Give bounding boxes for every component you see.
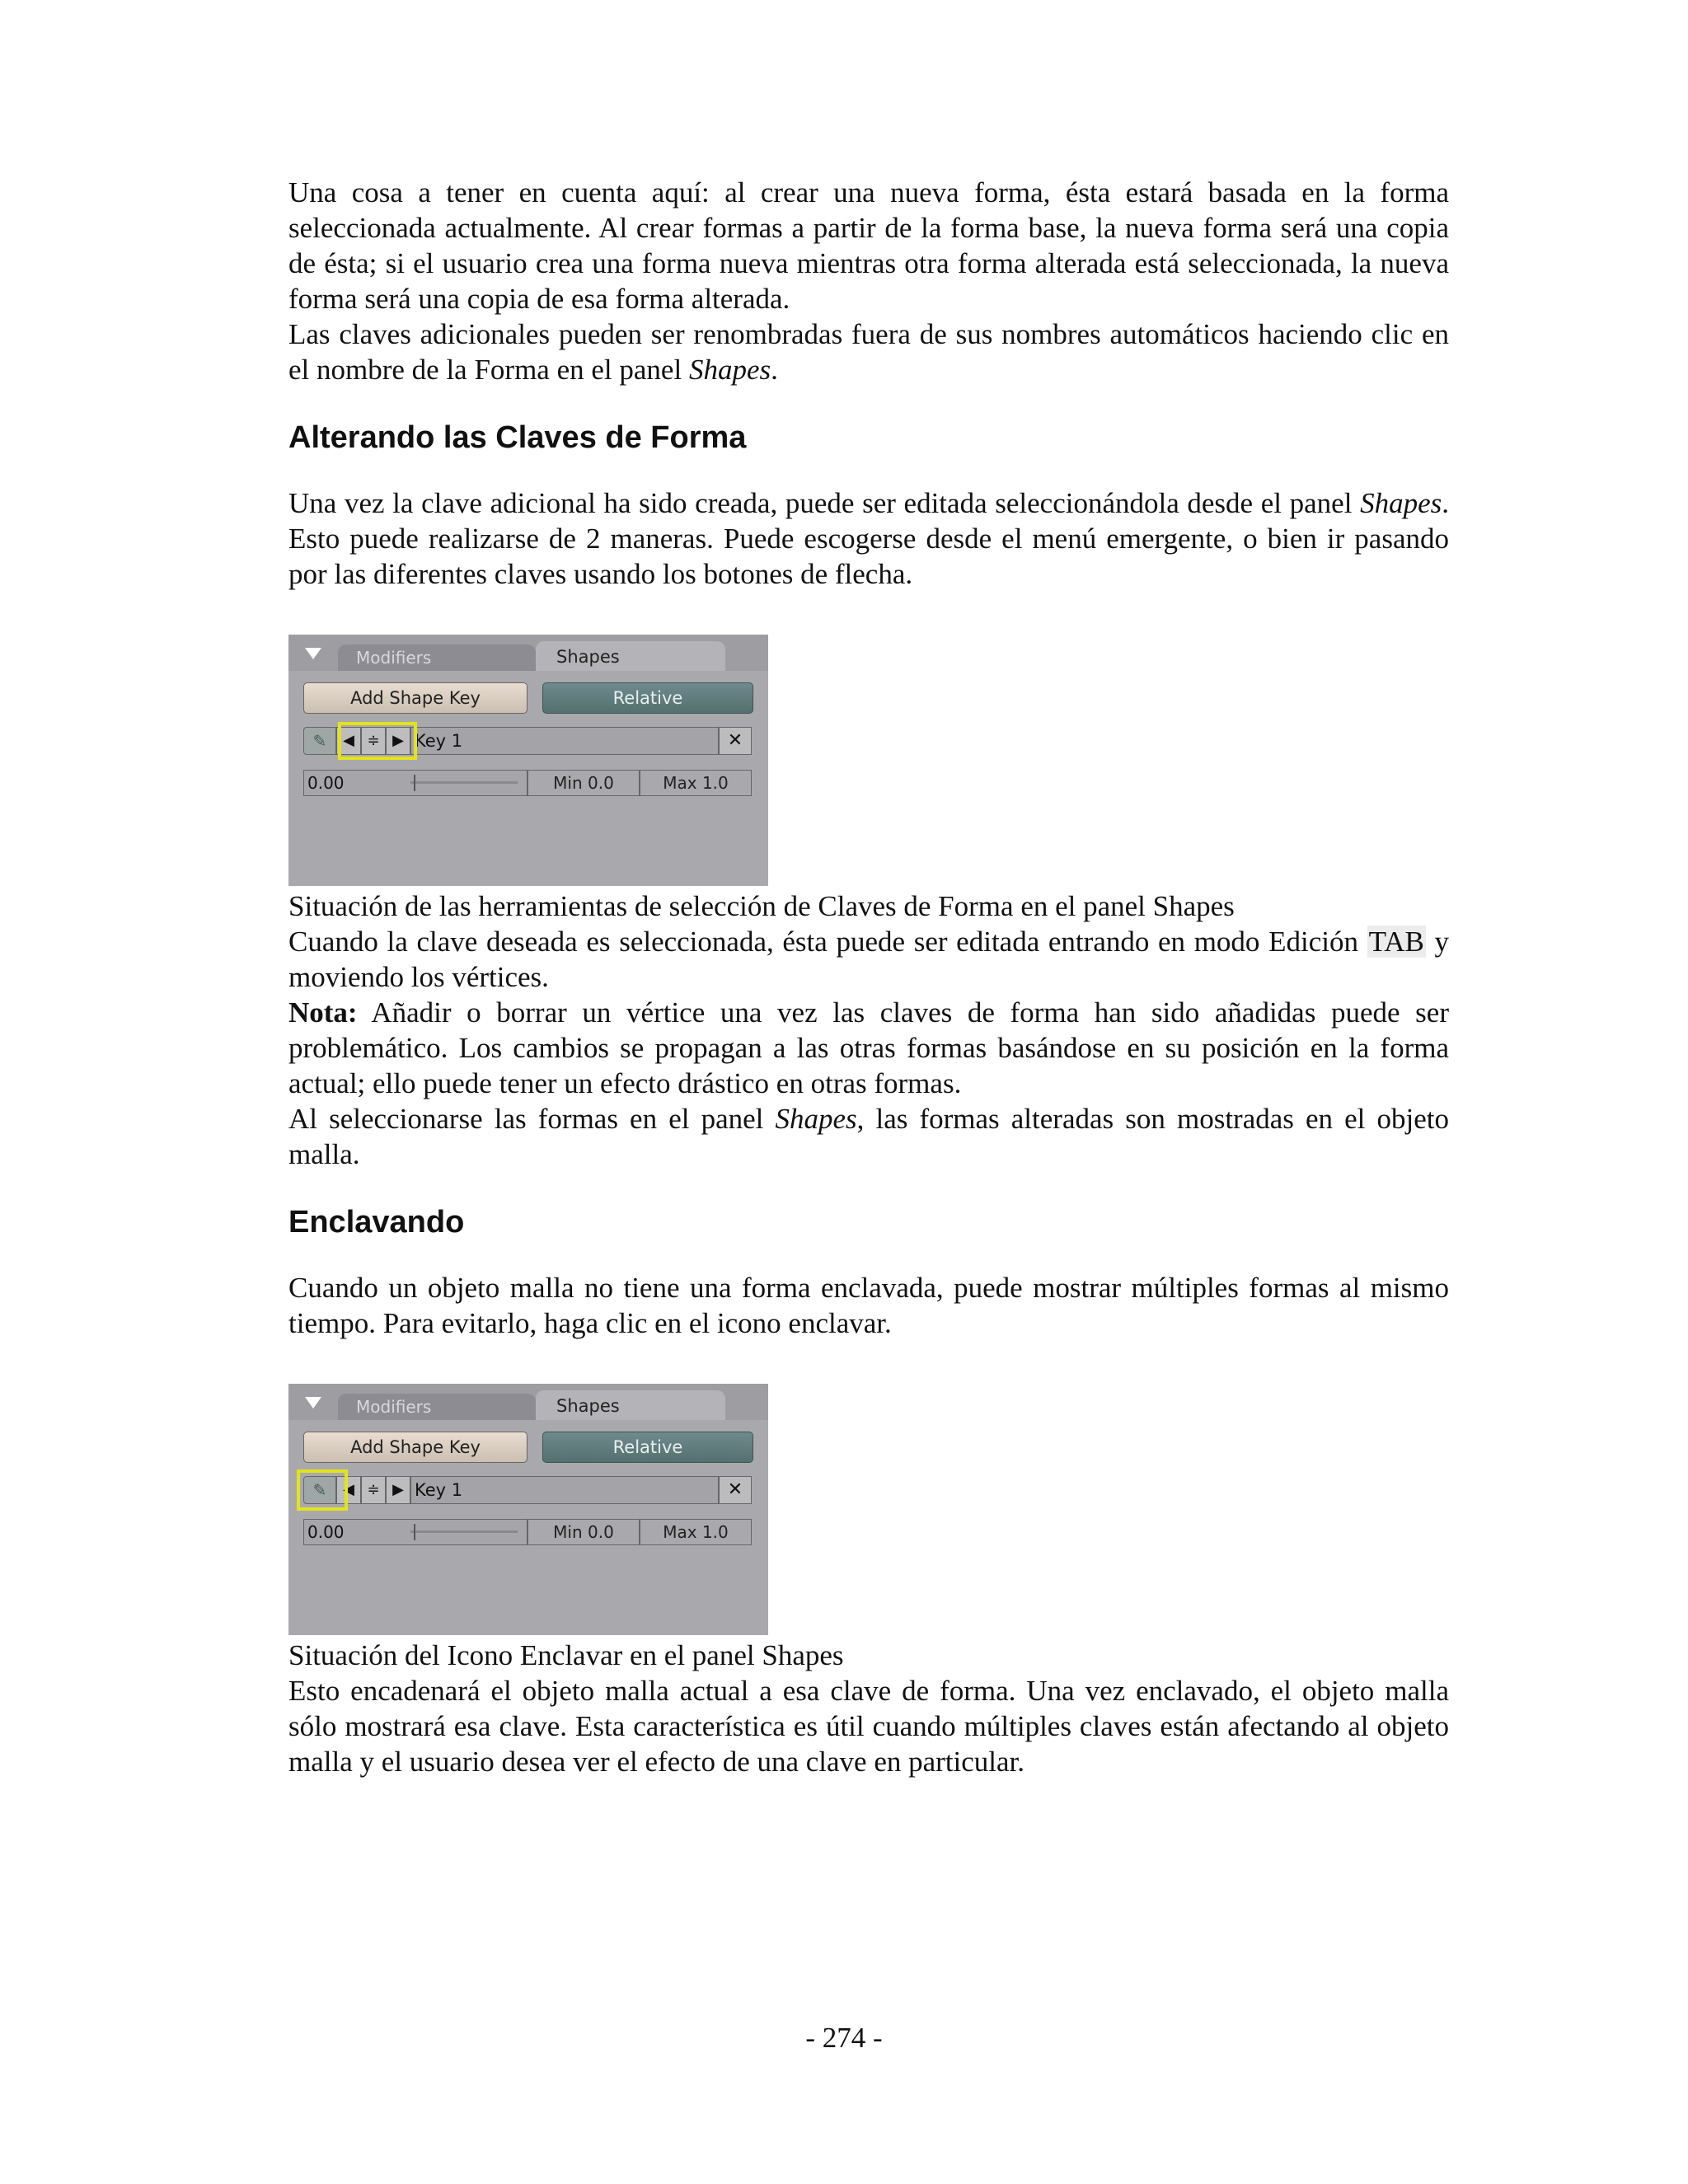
- emphasis-shapes: Shapes: [1360, 487, 1442, 519]
- slider-track: [410, 1530, 518, 1533]
- section-heading-altering-keys: Alterando las Claves de Forma: [288, 420, 747, 455]
- tab-modifiers[interactable]: Modifiers: [338, 644, 536, 671]
- text-run: . Esto puede realizarse de 2 maneras. Puede escogerse desde el menú emergente, o bien ir pasando por las diferentes claves usando los botones de flecha.: [288, 487, 1449, 590]
- pin-icon[interactable]: ✎: [303, 1476, 336, 1504]
- max-value-field[interactable]: Max 1.0: [640, 770, 752, 796]
- text-run: Al seleccionarse las formas en el panel: [288, 1103, 776, 1135]
- min-value-field[interactable]: Min 0.0: [528, 1519, 640, 1545]
- tab-modifiers[interactable]: Modifiers: [338, 1394, 536, 1420]
- shape-key-selector-row: [303, 1476, 752, 1504]
- emphasis-shapes: Shapes: [688, 354, 771, 386]
- paragraph-pin-intro: Cuando un objeto malla no tiene una forma enclavada, puede mostrar múltiples formas al mismo tiempo. Para evitarlo, haga clic en el icono enclavar.: [288, 1272, 1449, 1339]
- document-page: [288, 175, 1449, 1779]
- previous-key-arrow-icon[interactable]: ◀: [336, 727, 361, 755]
- add-shape-key-button[interactable]: Add Shape Key: [303, 1432, 528, 1463]
- shape-key-name-field[interactable]: Key 1: [410, 727, 719, 755]
- shape-value-row: [303, 1519, 752, 1545]
- text-run: Cuando la clave deseada es seleccionada, ésta puede ser editada entrando en modo Edición: [288, 926, 1367, 958]
- key-menu-icon[interactable]: ≑: [361, 727, 386, 755]
- text-run: , las formas alteradas son mostradas en el objeto malla.: [288, 1103, 1449, 1170]
- next-key-arrow-icon[interactable]: ▶: [386, 727, 410, 755]
- slider-handle[interactable]: [414, 1524, 415, 1540]
- figure-caption-2: Situación del Icono Enclavar en el panel Shapes: [288, 1639, 844, 1671]
- text-run: .: [771, 354, 778, 386]
- emphasis-shapes: Shapes: [775, 1103, 857, 1135]
- delete-key-close-icon[interactable]: ✕: [719, 1476, 752, 1504]
- highlight-pin-icon: [297, 1469, 348, 1511]
- key-menu-icon[interactable]: ≑: [361, 1476, 386, 1504]
- min-value-field[interactable]: Min 0.0: [528, 770, 640, 796]
- tab-shapes[interactable]: Shapes: [536, 641, 725, 671]
- shapes-panel-screenshot-2: [288, 1384, 768, 1635]
- tab-shapes[interactable]: Shapes: [536, 1390, 725, 1420]
- shape-key-name-field[interactable]: Key 1: [410, 1476, 719, 1504]
- collapse-triangle-icon[interactable]: [305, 1397, 321, 1408]
- page-number: - 274 -: [805, 2022, 883, 2054]
- shape-value-text: 0.00: [307, 1522, 345, 1542]
- max-value-field[interactable]: Max 1.0: [640, 1519, 752, 1545]
- next-key-arrow-icon[interactable]: ▶: [386, 1476, 410, 1504]
- section-heading-pinning: Enclavando: [288, 1205, 465, 1240]
- paragraph-edit-mode: [288, 924, 1449, 995]
- collapse-triangle-icon[interactable]: [305, 648, 321, 659]
- previous-key-arrow-icon[interactable]: ◀: [336, 1476, 361, 1504]
- text-run: Las claves adicionales pueden ser renombradas fuera de sus nombres automáticos haciendo clic en el nombre de la Forma en el panel: [288, 318, 1449, 386]
- paragraph-new-shape-basis: Una cosa a tener en cuenta aquí: al crear una nueva forma, ésta estará basada en la forma seleccionada actualmente. Al crear formas a partir de la forma base, la nueva forma será una copia de ésta; si el usuario crea una forma nueva mientras otra forma alterada está seleccionada, la nueva forma será una copia de esa forma alterada.: [288, 176, 1449, 315]
- relative-toggle-button[interactable]: Relative: [542, 1432, 753, 1463]
- paragraph-pin-effect: Esto encadenará el objeto malla actual a esa clave de forma. Una vez enclavado, el objeto malla sólo mostrará esa clave. Esta característica es útil cuando múltiples claves están afectando al objeto malla y el usuario desea ver el efecto de una clave en particular.: [288, 1675, 1449, 1778]
- paragraph-selected-shapes: [288, 1101, 1449, 1172]
- pin-icon[interactable]: ✎: [303, 727, 336, 755]
- text-run: y moviendo los vértices.: [288, 926, 1450, 993]
- tab-key-label: TAB: [1368, 926, 1424, 958]
- note-label: Nota:: [288, 996, 358, 1029]
- slider-track: [410, 781, 518, 784]
- relative-toggle-button[interactable]: Relative: [542, 682, 753, 714]
- highlight-arrow-buttons: [338, 722, 417, 760]
- text-run: Una vez la clave adicional ha sido creada, puede ser editada seleccionándola desde el panel: [288, 487, 1361, 519]
- paragraph-editing-key: [288, 485, 1449, 592]
- paragraph-rename-keys: [288, 316, 1449, 387]
- slider-handle[interactable]: [414, 775, 415, 791]
- shape-value-row: [303, 770, 752, 796]
- figure-caption-1: Situación de las herramientas de selección de Claves de Forma en el panel Shapes: [288, 890, 1235, 922]
- text-run: Añadir o borrar un vértice una vez las claves de forma han sido añadidas puede ser problemático. Los cambios se propagan a las otras formas basándose en su posición en la forma actual; ello puede tener un efecto drástico en otras formas.: [288, 996, 1449, 1099]
- add-shape-key-button[interactable]: Add Shape Key: [303, 682, 528, 714]
- paragraph-note: [288, 995, 1449, 1101]
- delete-key-close-icon[interactable]: ✕: [719, 727, 752, 755]
- shape-value-text: 0.00: [307, 773, 345, 793]
- shapes-panel-screenshot-1: [288, 635, 768, 886]
